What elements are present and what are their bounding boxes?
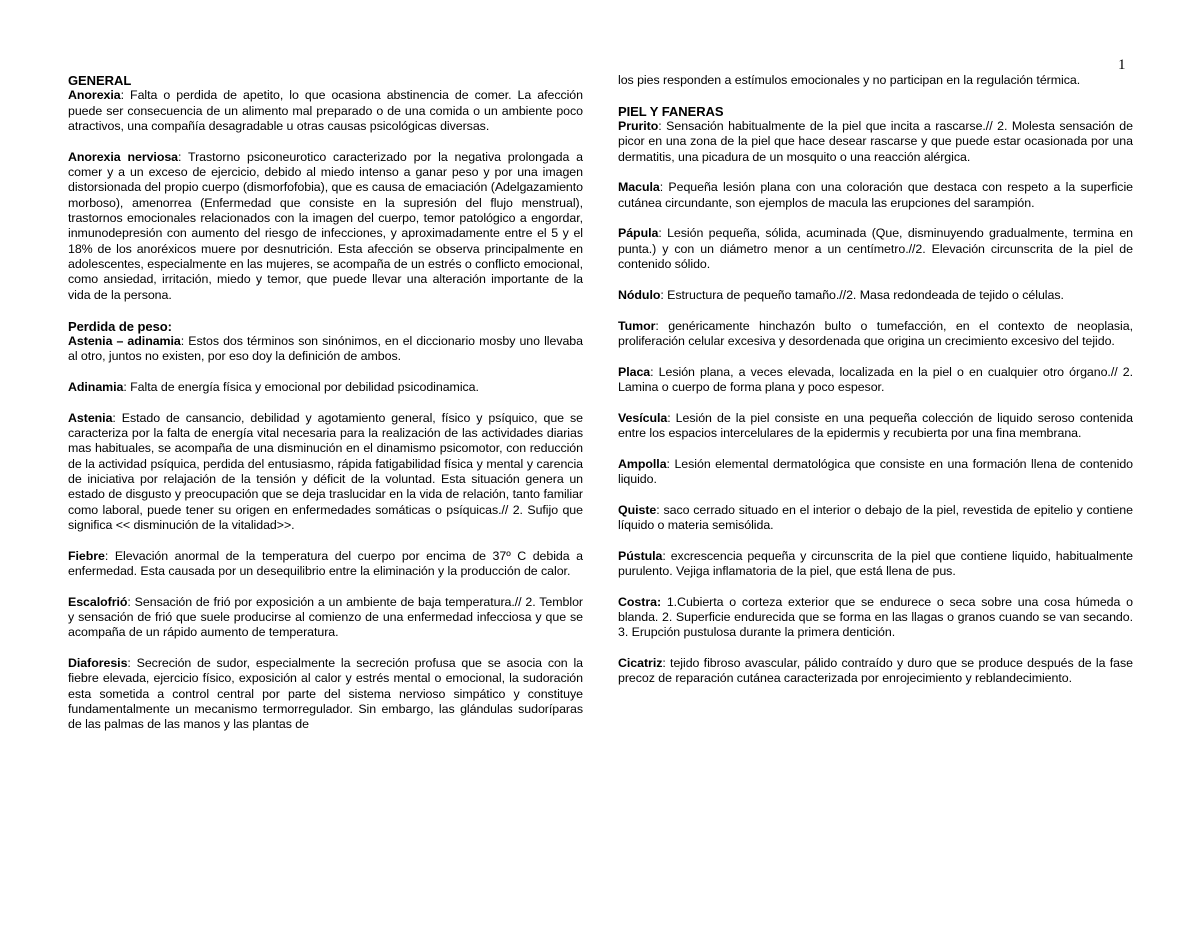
page-number: 1 bbox=[1118, 57, 1126, 73]
term-anorexia-nerviosa: Anorexia nerviosa bbox=[68, 149, 179, 164]
entry-anorexia bbox=[68, 88, 583, 134]
right-column bbox=[618, 73, 1133, 687]
term-diaforesis: Diaforesis bbox=[68, 656, 128, 671]
definition-anorexia: : Falta o perdida de apetito, lo que ocasiona abstinencia de comer. La afección puede ser consecuencia de un alimento mal preparado o de una comida o un ambiente poco atractivos, una compañía desagradable u otras causas psicológicas diversas. bbox=[68, 88, 583, 134]
term-fiebre: Fiebre bbox=[68, 548, 105, 563]
definition-quiste: : saco cerrado situado en el interior o debajo de la piel, revestida de epitelio y contiene líquido o materia semisólida. bbox=[618, 502, 1133, 532]
definition-nodulo: : Estructura de pequeño tamaño.//2. Masa redondeada de tejido o células. bbox=[660, 287, 1064, 302]
term-escalofrio: Escalofrió bbox=[68, 594, 128, 609]
term-anorexia: Anorexia bbox=[68, 88, 121, 103]
entry-tumor bbox=[618, 319, 1133, 350]
term-costra: Costra: bbox=[618, 594, 662, 609]
definition-tumor: : genéricamente hinchazón bulto o tumefacción, en el contexto de neoplasia, proliferación celular excesiva y desordenada que origina un crecimiento excesivo del tejido. bbox=[618, 318, 1133, 348]
entry-cicatriz bbox=[618, 656, 1133, 687]
term-ampolla: Ampolla bbox=[618, 456, 667, 471]
term-cicatriz: Cicatriz bbox=[618, 656, 663, 671]
definition-astenia: : Estado de cansancio, debilidad y agotamiento general, físico y psíquico, que se caracteriza por la falta de energía vital necesaria para la realización de las actividades diarias mas habituales, se acompaña de una disminución en el dinamismo psicomotor, con reducción de la actividad psíquica, perdida del entusiasmo, rápida fatigabilidad física y mental y carencia de iniciativa por relajación de la tensión y déficit de la voluntad. Esta situación genera un estado de disgusto y preocupación que se deja traslucidar en la vida de relación, tanto familiar como laboral, puede tener su origen en enfermedades somáticas o psíquicas.// 2. Sufijo que significa << disminución de la vitalidad>>. bbox=[68, 410, 583, 532]
term-pustula: Pústula bbox=[618, 548, 663, 563]
entry-fiebre bbox=[68, 549, 583, 580]
definition-fiebre: : Elevación anormal de la temperatura del cuerpo por encima de 37º C debida a enfermedad. Esta causada por un desequilibrio entre la eliminación y la producción de calor. bbox=[68, 548, 583, 578]
definition-ampolla: : Lesión elemental dermatológica que consiste en una formación llena de contenido liquido. bbox=[618, 456, 1133, 486]
term-tumor: Tumor bbox=[618, 318, 656, 333]
entry-nodulo bbox=[618, 288, 1133, 303]
entry-escalofrio bbox=[68, 595, 583, 641]
definition-vesicula: : Lesión de la piel consiste en una pequeña colección de liquido seroso contenida entre los espacios intercelulares de la epidermis y recubierta por una fina membrana. bbox=[618, 410, 1133, 440]
entry-astenia bbox=[68, 411, 583, 534]
term-placa: Placa bbox=[618, 364, 651, 379]
definition-prurito: : Sensación habitualmente de la piel que incita a rascarse.// 2. Molesta sensación de picor en una zona de la piel que hace desear rascarse y que puede estar ocasionada por una dermatitis, una picadura de un mosquito o una reacción alérgica. bbox=[618, 119, 1133, 164]
entry-diaforesis bbox=[68, 656, 583, 733]
term-quiste: Quiste bbox=[618, 502, 657, 517]
entry-placa bbox=[618, 365, 1133, 396]
entry-prurito bbox=[618, 119, 1133, 165]
definition-placa: : Lesión plana, a veces elevada, localizada en la piel o en cualquier otro órgano.// 2. Lamina o cuerpo de forma plana y poco espesor. bbox=[618, 364, 1133, 394]
subheading-perdida-de-peso: Perdida de peso: bbox=[68, 318, 172, 334]
term-adinamia: Adinamia bbox=[68, 379, 124, 394]
entry-macula bbox=[618, 180, 1133, 211]
left-column bbox=[68, 73, 583, 733]
definition-pustula: : excrescencia pequeña y circunscrita de la piel que contiene liquido, habitualmente purulento. Vejiga inflamatoria de la piel, que está llena de pus. bbox=[618, 548, 1133, 578]
section-title-piel-y-faneras: PIEL Y FANERAS bbox=[618, 103, 724, 119]
definition-astenia-adinamia: : Estos dos términos son sinónimos, en el diccionario mosby uno llevaba al otro, juntos no existen, por eso doy la definición de ambos. bbox=[68, 333, 583, 364]
definition-adinamia: : Falta de energía física y emocional por debilidad psicodinamica. bbox=[123, 379, 479, 394]
definition-escalofrio: : Sensación de frió por exposición a un ambiente de baja temperatura.// 2. Temblor y sensación de frió que suele producirse al comienzo de una enfermedad infecciosa y que se acompaña de un rápido aumento de temperatura. bbox=[68, 594, 583, 640]
definition-macula: : Pequeña lesión plana con una coloración que destaca con respeto a la superficie cutánea circundante, son ejemplos de macula las erupciones del sarampión. bbox=[618, 180, 1133, 210]
term-astenia: Astenia bbox=[68, 410, 113, 425]
entry-vesicula bbox=[618, 411, 1133, 442]
entry-quiste bbox=[618, 503, 1133, 534]
entry-papula bbox=[618, 226, 1133, 272]
entry-astenia-adinamia bbox=[68, 334, 583, 365]
entry-pustula bbox=[618, 549, 1133, 580]
term-astenia-adinamia: Astenia – adinamia bbox=[68, 333, 181, 348]
definition-costra: 1.Cubierta o corteza exterior que se endurece o seca sobre una cosa húmeda o blanda. 2. Superficie endurecida que se forma en las llagas o granos cuando se van secando. 3. Erupción pustulosa durante la primera dentición. bbox=[618, 594, 1133, 640]
term-nodulo: Nódulo bbox=[618, 287, 661, 302]
term-macula: Macula bbox=[618, 180, 660, 195]
definition-diaforesis: : Secreción de sudor, especialmente la secreción profusa que se asocia con la fiebre elevada, ejercicio físico, exposición al calor y estrés mental o emocional, la sudoración esta sometida a control central por parte del sistema nervioso simpático y constituye fundamentalmente un mecanismo termorregulador. Sin embargo, las glándulas sudoríparas de las palmas de las manos y las plantas de bbox=[68, 656, 583, 732]
entry-costra bbox=[618, 595, 1133, 641]
definition-anorexia-nerviosa: : Trastorno psiconeurotico caracterizado por la negativa prolongada a comer y a un exceso de ejercicio, debido al miedo intenso a ganar peso y por una imagen distorsionada del propio cuerpo (dismorfofobia), que es causa de emaciación (Adelgazamiento morboso), amenorrea (Enfermedad que consiste en la supresión del flujo menstrual), trastornos emocionales relacionados con la imagen del cuerpo, temor patológico a engordar, inmunodepresión con aumento del riesgo de infecciones, y aproximadamente entre el 5 y el 18% de los anoréxicos muere por desnutrición. Esta afección se observa principalmente en adolescentes, especialmente en las mujeres, se acompaña de un estrés o conflicto emocional, como ansiedad, irritación, miedo y temor, que puede llevar una alteración importante de la vida de la persona. bbox=[68, 149, 583, 302]
term-papula: Pápula bbox=[618, 226, 659, 241]
continuation-text: los pies responden a estímulos emocionales y no participan en la regulación térmica. bbox=[618, 73, 1081, 87]
term-vesicula: Vesícula bbox=[618, 410, 668, 425]
entry-ampolla bbox=[618, 457, 1133, 488]
definition-cicatriz: : tejido fibroso avascular, pálido contraído y duro que se produce después de la fase precoz de reparación cutánea caracterizada por enrojecimiento y reblandecimiento. bbox=[618, 656, 1133, 686]
entry-anorexia-nerviosa bbox=[68, 150, 583, 303]
entry-adinamia bbox=[68, 380, 583, 395]
definition-papula: : Lesión pequeña, sólida, acuminada (Que, disminuyendo gradualmente, termina en punta.) y con un diámetro menor a un centímetro.//2. Elevación circunscrita de la piel de contenido sólido. bbox=[618, 226, 1133, 272]
term-prurito: Prurito bbox=[618, 119, 659, 134]
section-title-general: GENERAL bbox=[68, 73, 132, 88]
